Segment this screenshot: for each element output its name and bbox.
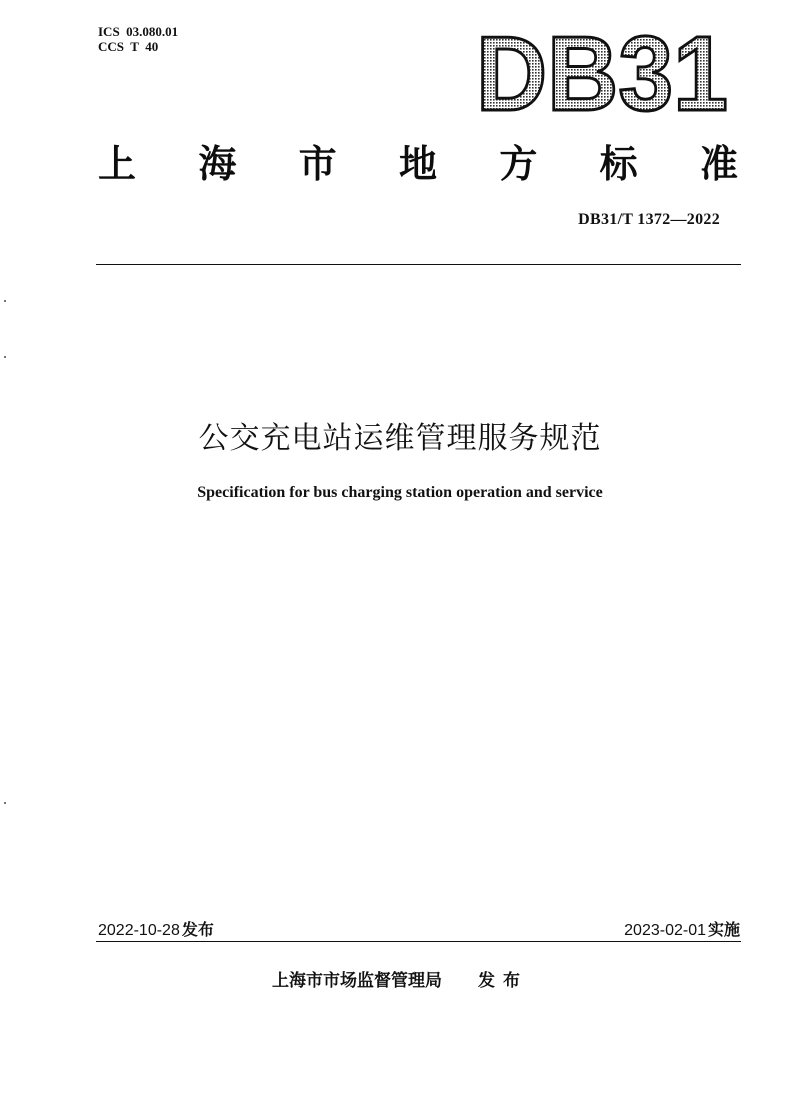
- scan-speck: [4, 300, 6, 302]
- implement-date-value: 2023-02-01: [624, 922, 706, 939]
- standard-type-char: 方: [499, 141, 538, 186]
- publisher: [0, 966, 800, 991]
- bottom-divider: [96, 941, 741, 942]
- issue-date-label: 发布: [181, 920, 214, 939]
- standard-type-char: 市: [298, 141, 337, 186]
- standard-type-char: 地: [398, 141, 437, 186]
- standard-type-char: 海: [198, 141, 237, 186]
- ics-code: ICS 03.080.01: [98, 24, 179, 39]
- classification-codes: [98, 24, 178, 54]
- implement-date: [624, 917, 740, 940]
- publisher-name: 上海市市场监督管理局: [272, 971, 442, 991]
- implement-date-label: 实施: [707, 920, 740, 939]
- title-english: Specification for bus charging station operation and service: [197, 484, 603, 501]
- standard-type: [98, 132, 738, 188]
- standard-type-char: 上: [98, 141, 137, 186]
- title-chinese: 公交充电站运维管理服务规范: [198, 421, 602, 456]
- issue-date-value: 2022-10-28: [98, 922, 180, 939]
- logo-text: DB31: [476, 18, 728, 118]
- standard-number: DB31/T 1372—2022: [578, 211, 720, 228]
- scan-speck: [4, 802, 6, 804]
- ccs-code: CCS T 40: [98, 39, 159, 54]
- top-divider: [96, 264, 741, 265]
- issue-date: [98, 917, 214, 940]
- db31-logo: [472, 18, 732, 118]
- publisher-action: 发布: [478, 971, 528, 991]
- standard-type-char: 准: [699, 141, 738, 186]
- standard-type-char: 标: [599, 141, 638, 186]
- scan-speck: [4, 356, 6, 358]
